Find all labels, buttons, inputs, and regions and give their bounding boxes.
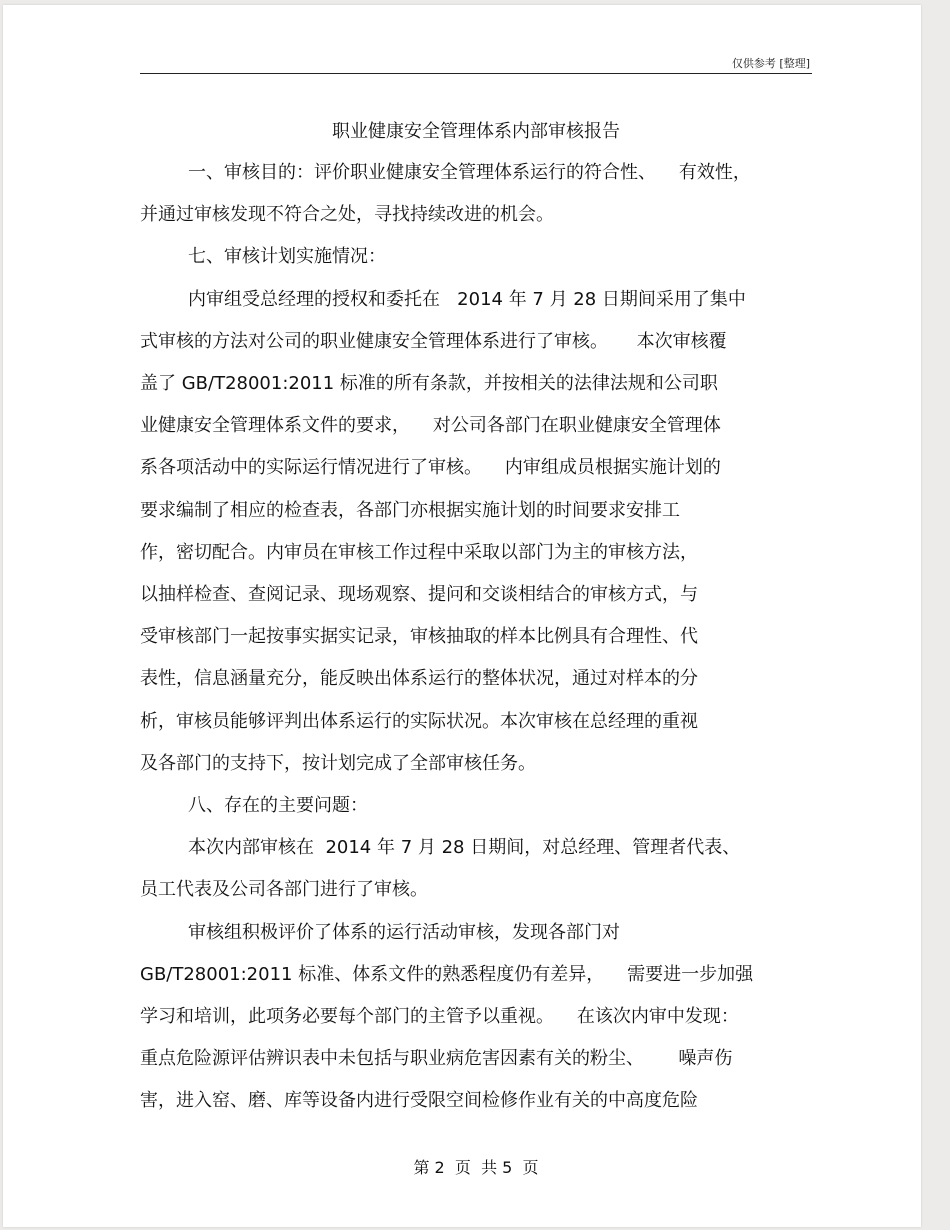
body-line-11: 以抽样检查、查阅记录、现场观察、提问和交谈相结合的审核方式，与 [140,584,698,605]
page-header [140,57,812,74]
body-line-19: 审核组积极评价了体系的运行活动审核，发现各部门对 [188,922,620,943]
page-footer: 第 2 页 共 5 页 [413,1158,539,1177]
body-line-4: 内审组受总经理的授权和委托在 2014 年 7 月 28 日期间采用了集中 [188,289,746,310]
section-heading-7: 七、审核计划实施情况： [188,246,386,267]
body-line-14: 析，审核员能够评判出体系运行的实际状况。本次审核在总经理的重视 [140,711,698,732]
body-line-10: 作，密切配合。内审员在审核工作过程中采取以部门为主的审核方法， [140,542,698,563]
body-line-20: GB/T28001:2011 标准、体系文件的熟悉程度仍有差异， 需要进一步加强 [140,964,754,985]
body-line-15: 及各部门的支持下，按计划完成了全部审核任务。 [140,753,536,774]
body-line-1: 一、审核目的：评价职业健康安全管理体系运行的符合性、 有效性， [188,162,751,183]
body-line-9: 要求编制了相应的检查表，各部门亦根据实施计划的时间要求安排工 [140,500,680,521]
body-line-7: 业健康安全管理体系文件的要求， 对公司各部门在职业健康安全管理体 [140,415,721,436]
body-line-8: 系各项活动中的实际运行情况进行了审核。 内审组成员根据实施计划的 [140,457,721,478]
section-heading-8: 八、存在的主要问题： [188,795,368,816]
body-line-21: 学习和培训，此项务必要每个部门的主管予以重视。 在该次内审中发现： [140,1006,739,1027]
body-line-18: 员工代表及公司各部门进行了审核。 [140,879,428,900]
body-line-2: 并通过审核发现不符合之处，寻找持续改进的机会。 [140,204,554,225]
body-line-22: 重点危险源评估辨识表中未包括与职业病危害因素有关的粉尘、 噪声伤 [140,1048,733,1069]
document-title: 职业健康安全管理体系内部审核报告 [332,121,620,142]
body-line-12: 受审核部门一起按事实据实记录，审核抽取的样本比例具有合理性、代 [140,626,698,647]
body-line-5: 式审核的方法对公司的职业健康安全管理体系进行了审核。 本次审核覆 [140,331,727,352]
body-line-13: 表性，信息涵量充分，能反映出体系运行的整体状况，通过对样本的分 [140,668,698,689]
header-note: 仅供参考 [整理] [731,57,810,70]
body-line-23: 害，进入窑、磨、库等设备内进行受限空间检修作业有关的中高度危险 [140,1090,698,1111]
body-line-17: 本次内部审核在 2014 年 7 月 28 日期间，对总经理、管理者代表、 [188,837,741,858]
body-line-6: 盖了 GB/T28001:2011 标准的所有条款，并按相关的法律法规和公司职 [140,373,718,394]
document-page [3,5,921,1227]
